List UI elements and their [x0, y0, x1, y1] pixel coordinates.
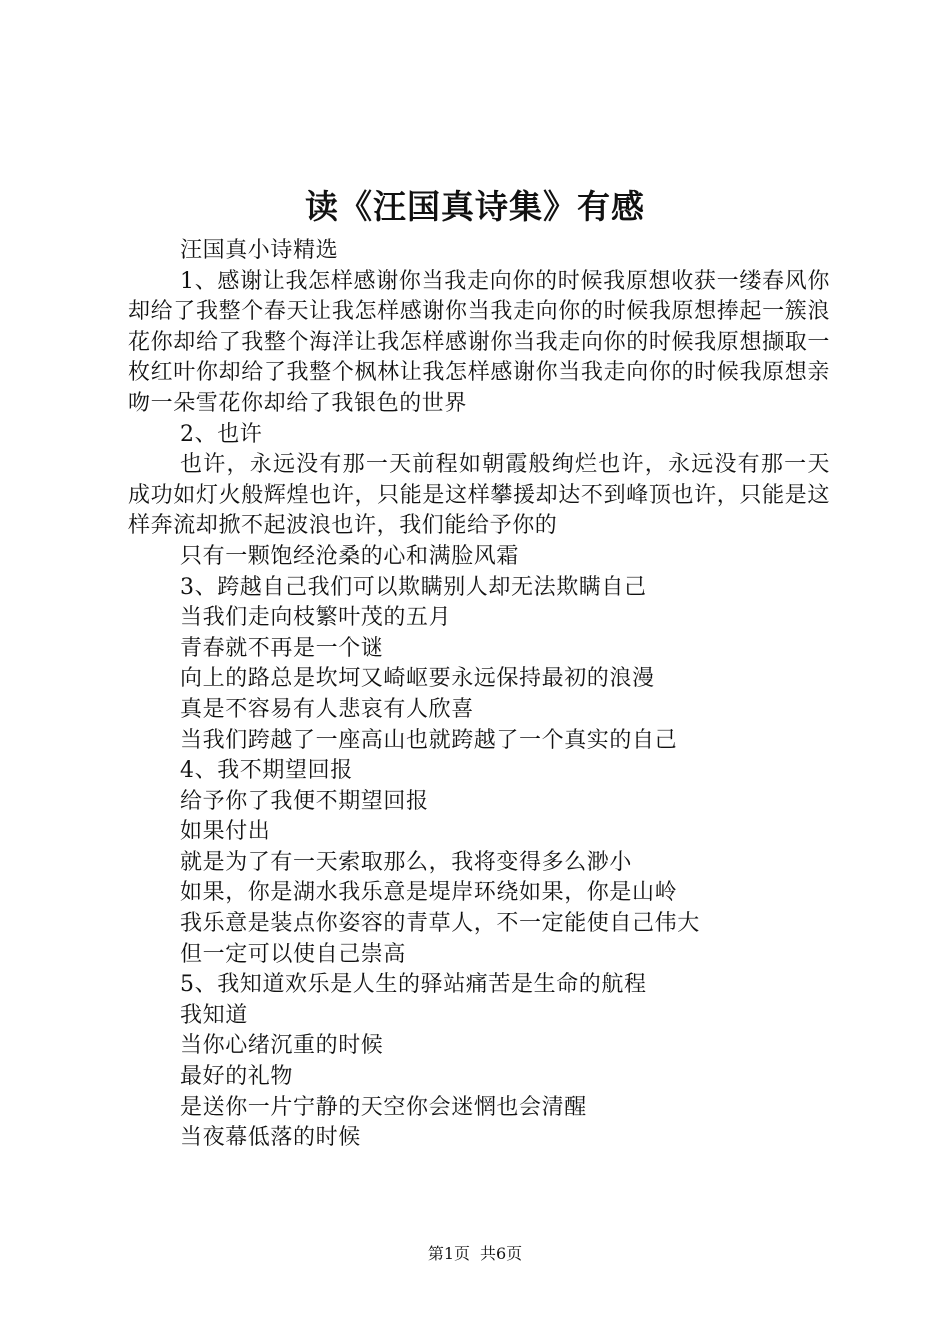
- paragraph-8: 青春就不再是一个谜: [180, 635, 384, 661]
- paragraph-9: 向上的路总是坎坷又崎岖要永远保持最初的浪漫: [180, 666, 655, 692]
- paragraph-20: 我知道: [180, 1002, 248, 1028]
- paragraph-13: 给予你了我便不期望回报: [180, 788, 429, 814]
- current-page-label: 第1页: [427, 1244, 470, 1263]
- paragraph-6: 3、跨越自己我们可以欺瞒别人却无法欺瞒自己: [180, 574, 647, 600]
- document-body: [128, 236, 830, 1154]
- paragraph-4: 也许，永远没有那一天前程如朝霞般绚烂也许，永远没有那一天成功如灯火般辉煌也许，只能是这样攀援却达不到峰顶也许，只能是这样奔流却掀不起波浪也许，我们能给予你的: [128, 452, 830, 539]
- paragraph-2: 1、感谢让我怎样感谢你当我走向你的时候我原想收获一缕春风你却给了我整个春天让我怎样感谢你当我走向你的时候我原想捧起一簇浪花你却给了我整个海洋让我怎样感谢你当我走向你的时候我原想撷取一枚红叶你却给了我整个枫林让我怎样感谢你当我走向你的时候我原想亲吻一朵雪花你却给了我银色的世界: [128, 268, 830, 416]
- paragraph-18: 但一定可以使自己崇高: [180, 941, 407, 967]
- paragraph-5: 只有一颗饱经沧桑的心和满脸风霜: [180, 543, 520, 569]
- paragraph-1: 汪国真小诗精选: [180, 238, 339, 263]
- paragraph-24: 当夜幕低落的时候: [180, 1125, 361, 1151]
- paragraph-11: 当我们跨越了一座高山也就跨越了一个真实的自己: [180, 727, 678, 753]
- paragraph-15: 就是为了有一天索取那么，我将变得多么渺小: [180, 849, 633, 875]
- paragraph-16: 如果，你是湖水我乐意是堤岸环绕如果，你是山岭: [180, 880, 678, 906]
- paragraph-22: 最好的礼物: [180, 1064, 294, 1090]
- paragraph-10: 真是不容易有人悲哀有人欣喜: [180, 696, 474, 722]
- total-pages-label: 共6页: [480, 1244, 523, 1263]
- paragraph-14: 如果付出: [180, 819, 271, 845]
- paragraph-17: 我乐意是装点你姿容的青草人，不一定能使自己伟大: [180, 911, 700, 937]
- paragraph-19: 5、我知道欢乐是人生的驿站痛苦是生命的航程: [180, 972, 647, 998]
- paragraph-23: 是送你一片宁静的天空你会迷惘也会清醒: [180, 1094, 587, 1120]
- paragraph-7: 当我们走向枝繁叶茂的五月: [180, 605, 452, 631]
- paragraph-21: 当你心绪沉重的时候: [180, 1033, 384, 1059]
- paragraph-3: 2、也许: [180, 421, 263, 447]
- document-title: 读《汪国真诗集》有感: [305, 187, 645, 226]
- page-footer: [0, 1242, 950, 1266]
- paragraph-12: 4、我不期望回报: [180, 758, 353, 784]
